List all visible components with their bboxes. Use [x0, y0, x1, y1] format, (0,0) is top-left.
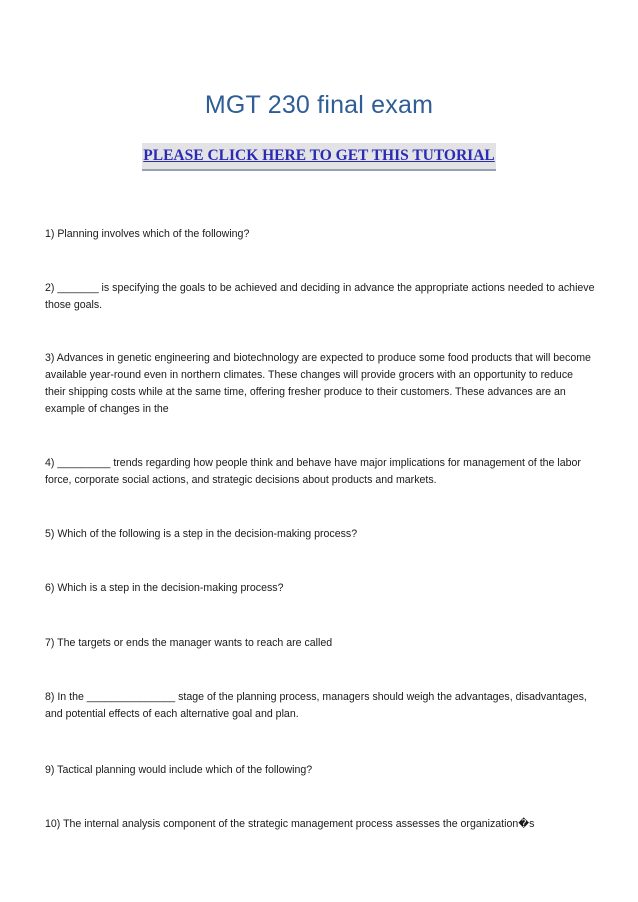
- question-6: 6) Which is a step in the decision-making process?: [45, 582, 284, 594]
- question-3: 3) Advances in genetic engineering and biotechnology are expected to produce some food products that will become available year-round even in northern climates. These changes will provide grocers with an opportunity to reduce their shipping costs while at the same time, offering fresher produce to their customers. These advances are an example of changes in the: [45, 352, 591, 415]
- question-7: 7) The targets or ends the manager wants to reach are called: [45, 637, 333, 649]
- question-2: 2) _______ is specifying the goals to be achieved and deciding in advance the appropriate actions needed to achieve those goals.: [45, 282, 595, 311]
- question-4: 4) _________ trends regarding how people think and behave have major implications for management of the labor force, corporate social actions, and strategic decisions about products and markets.: [45, 457, 581, 486]
- tutorial-link-box: [142, 143, 496, 171]
- page-title: MGT 230 final exam: [204, 91, 434, 119]
- question-10: 10) The internal analysis component of the strategic management process assesses the organization�s: [45, 818, 535, 830]
- question-9: 9) Tactical planning would include which of the following?: [45, 764, 313, 776]
- question-1: 1) Planning involves which of the following?: [45, 228, 250, 240]
- tutorial-link[interactable]: PLEASE CLICK HERE TO GET THIS TUTORIAL: [143, 147, 495, 164]
- question-5: 5) Which of the following is a step in the decision-making process?: [45, 528, 358, 540]
- question-8: 8) In the _______________ stage of the planning process, managers should weigh the advantages, disadvantages, and potential effects of each alternative goal and plan.: [45, 691, 587, 720]
